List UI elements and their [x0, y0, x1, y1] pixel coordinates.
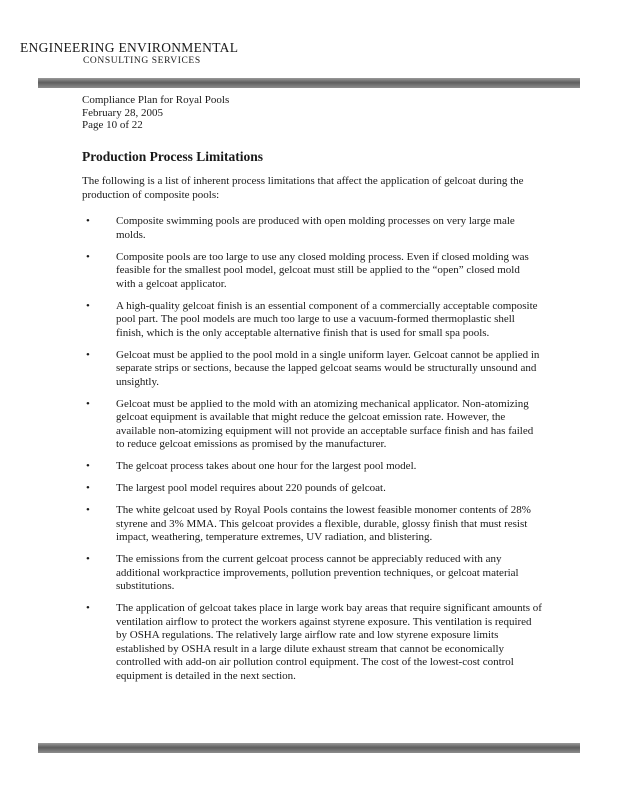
- bullet-icon: •: [86, 553, 90, 565]
- list-item-text: The emissions from the current gelcoat process cannot be appreciably reduced with any additional workpractice improvements, pollution prevention techniques, or gelcoat material substitutions.: [116, 553, 519, 592]
- list-item-text: The white gelcoat used by Royal Pools contains the lowest feasible monomer contents of 28% styrene and 3% MMA. This gelcoat provides a flexible, durable, glossy finish that must resist impact, weathering, temperature extremes, UV radiation, and blistering.: [116, 504, 531, 543]
- page-number: Page 10 of 22: [82, 119, 143, 131]
- list-item-text: The application of gelcoat takes place in large work bay areas that require significant amounts of ventilation airflow to protect the workers against styrene exposure. This ventilation is required by OSHA regulations. The relatively large airflow rate and low styrene exposure limits established by OSHA result in a large dilute exhaust stream that cannot be economically controlled with add-on air pollution control equipment. The cost of the lowest-cost control equipment is detailed in the next section.: [116, 602, 542, 682]
- company-header: [20, 40, 238, 67]
- list-item-text: The gelcoat process takes about one hour for the largest pool model.: [116, 460, 417, 472]
- limitations-list: [82, 215, 542, 692]
- footer-rule: [38, 743, 580, 753]
- bullet-icon: •: [86, 348, 90, 361]
- list-item: [82, 460, 542, 474]
- bullet-icon: •: [86, 397, 90, 410]
- list-item: [82, 482, 542, 496]
- intro-paragraph: The following is a list of inherent process limitations that affect the application of gelcoat during the production of composite pools:: [82, 175, 524, 201]
- header-rule: [38, 78, 580, 88]
- list-item: [82, 300, 542, 341]
- list-item-text: A high-quality gelcoat finish is an essential component of a commercially acceptable composite pool part. The pool models are much too large to use a vacuum-formed thermoplastic shell finish, which is the only acceptable alternative finish that is used for small spa pools.: [116, 299, 538, 339]
- list-item: [82, 398, 542, 452]
- document-meta: [82, 94, 229, 132]
- list-item: [82, 251, 542, 292]
- list-item-text: Composite swimming pools are produced with open molding processes on very large male molds.: [116, 215, 515, 241]
- bullet-icon: •: [86, 299, 90, 312]
- bullet-icon: •: [86, 504, 90, 516]
- list-item: [82, 349, 542, 390]
- list-item: [82, 553, 542, 594]
- bullet-icon: •: [86, 250, 90, 263]
- bullet-icon: •: [86, 215, 90, 227]
- document-date: February 28, 2005: [82, 106, 163, 119]
- list-item-text: The largest pool model requires about 220 pounds of gelcoat.: [116, 482, 386, 494]
- bullet-icon: •: [86, 482, 90, 494]
- list-item-text: Composite pools are too large to use any closed molding process. Even if closed molding was feasible for the smallest pool model, gelcoat must still be applied to the “open” closed mold with a gelcoat applicator.: [116, 250, 529, 290]
- list-item: [82, 504, 542, 545]
- company-name: ENGINEERING ENVIRONMENTAL: [20, 40, 239, 55]
- list-item: [82, 602, 542, 683]
- section-heading: Production Process Limitations: [82, 149, 263, 164]
- bullet-icon: •: [86, 460, 90, 472]
- list-item-text: Gelcoat must be applied to the pool mold in a single uniform layer. Gelcoat cannot be applied in separate strips or sections, because the lapped gelcoat seams would be structurally unsound and unsightly.: [116, 348, 540, 388]
- document-title: Compliance Plan for Royal Pools: [82, 94, 230, 106]
- list-item-text: Gelcoat must be applied to the mold with an atomizing mechanical applicator. Non-atomizing gelcoat equipment is available that might reduce the gelcoat emission rate. However, the available non-atomizing equipment will not provide an acceptable surface finish and has failed to reduce gelcoat emissions as promised by the manufacturer.: [116, 397, 534, 450]
- list-item: [82, 215, 542, 242]
- bullet-icon: •: [86, 602, 90, 614]
- company-subtitle: CONSULTING SERVICES: [83, 56, 201, 66]
